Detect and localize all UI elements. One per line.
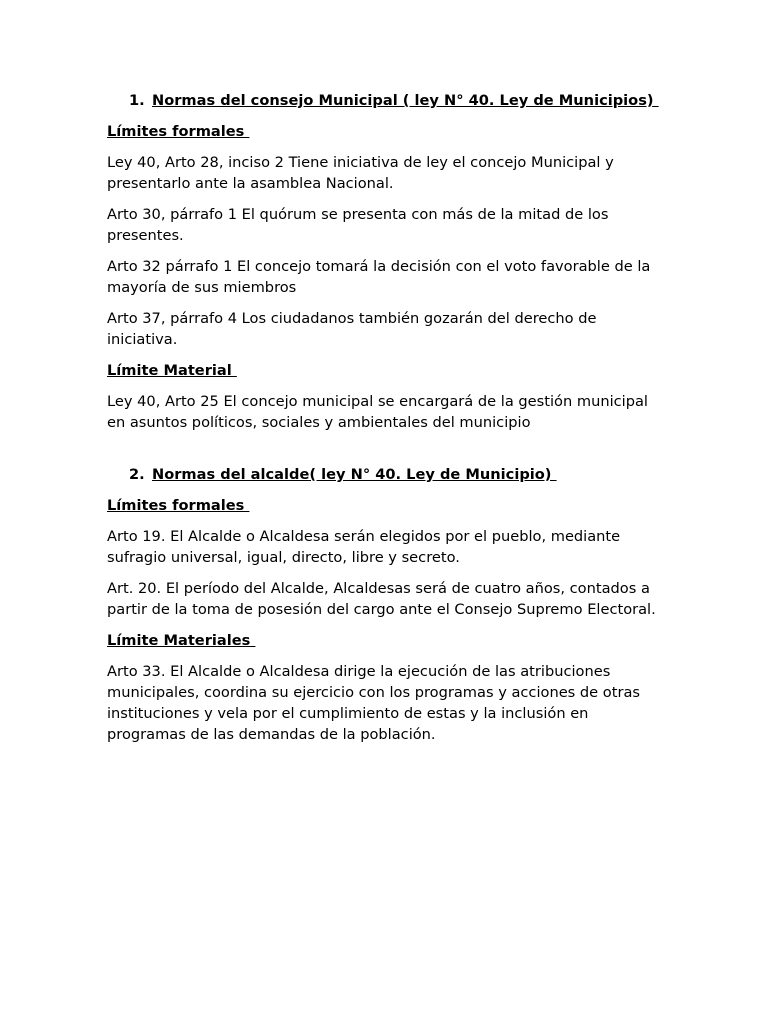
section-2-formal-heading: Límites formales [107, 497, 250, 514]
section-1-formal-paragraph: Arto 30, párrafo 1 El quórum se presenta con más de la mitad de los presentes. [107, 206, 609, 244]
section-1-formal-heading: Límites formales [107, 123, 250, 140]
document-body [107, 90, 667, 745]
section-2-title: Normas del alcalde( ley N° 40. Ley de Municipio) [152, 466, 557, 483]
section-1-material-heading: Límite Material [107, 362, 237, 379]
section-2-number: 2. [129, 466, 145, 483]
section-2-formal-paragraph: Art. 20. El período del Alcalde, Alcaldesas será de cuatro años, contados a partir de la toma de posesión del cargo ante el Consejo Supremo Electoral. [107, 580, 656, 618]
section-2-material-paragraph: Arto 33. El Alcalde o Alcaldesa dirige la ejecución de las atribuciones municipales, coordina su ejercicio con los programas y acciones de otras instituciones y vela por el cumplimiento de estas y la inclusión en programas de las demandas de la población. [107, 663, 640, 743]
section-1-formal-paragraph: Arto 32 párrafo 1 El concejo tomará la decisión con el voto favorable de la mayoría de sus miembros [107, 258, 651, 296]
section-1-heading [129, 90, 667, 111]
section-1-formal-paragraph: Ley 40, Arto 28, inciso 2 Tiene iniciativa de ley el concejo Municipal y presentarlo ante la asamblea Nacional. [107, 154, 614, 192]
section-2-heading [129, 464, 667, 485]
section-2-material-heading: Límite Materiales [107, 632, 256, 649]
section-2-formal-paragraph: Arto 19. El Alcalde o Alcaldesa serán elegidos por el pueblo, mediante sufragio universal, igual, directo, libre y secreto. [107, 528, 621, 566]
section-1-material-paragraph: Ley 40, Arto 25 El concejo municipal se encargará de la gestión municipal en asuntos políticos, sociales y ambientales del municipio [107, 393, 648, 431]
section-1-title: Normas del consejo Municipal ( ley N° 40. Ley de Municipios) [152, 92, 659, 109]
section-1-number: 1. [129, 92, 145, 109]
section-1-formal-paragraph: Arto 37, párrafo 4 Los ciudadanos también gozarán del derecho de iniciativa. [107, 310, 597, 348]
